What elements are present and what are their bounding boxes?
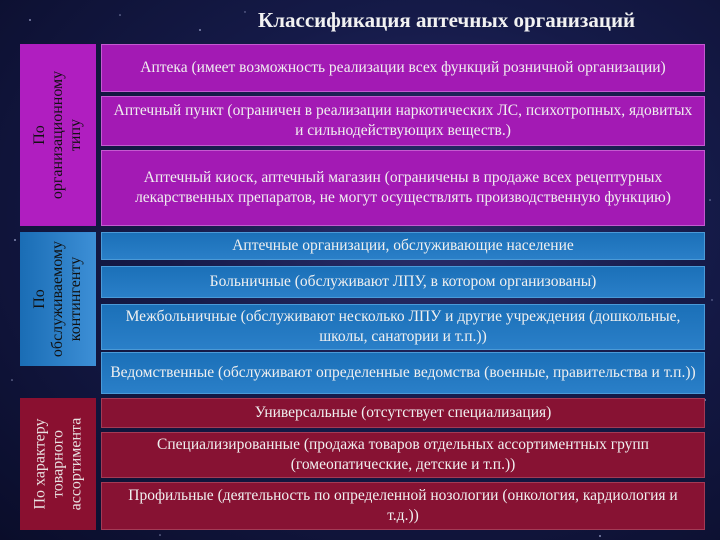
page-title: Классификация аптечных организаций <box>258 8 636 32</box>
group-label-assortment <box>20 398 96 530</box>
category-box: Аптечные организации, обслуживающие население <box>101 232 705 260</box>
category-box: Больничные (обслуживают ЛПУ, в котором организованы) <box>101 266 705 298</box>
group-label-organizational-type <box>20 44 96 226</box>
category-box: Универсальные (отсутствует специализация) <box>101 398 705 428</box>
group-label-text: По организационному типу <box>31 70 84 200</box>
category-box: Специализированные (продажа товаров отдельных ассортиментных групп (гомеопатические, детские и т.п.)) <box>101 432 705 478</box>
group-label-text: По обслуживаемому контингенту <box>31 240 84 358</box>
group-label-served-contingent <box>20 232 96 366</box>
category-box: Аптечный пункт (ограничен в реализации наркотических ЛС, психотропных, ядовитых и сильнодействующих веществ.) <box>101 96 705 146</box>
group-label-text: По характеру товарного ассортимента <box>31 417 85 511</box>
category-box: Ведомственные (обслуживают определенные ведомства (военные, правительства и т.п.)) <box>101 352 705 394</box>
category-box: Профильные (деятельность по определенной нозологии (онкология, кардиология и т.д.)) <box>101 482 705 530</box>
category-box: Аптека (имеет возможность реализации всех функций розничной организации) <box>101 44 705 92</box>
category-box: Межбольничные (обслуживают несколько ЛПУ и другие учреждения (дошкольные, школы, санатории и т.п.)) <box>101 304 705 350</box>
category-box: Аптечный киоск, аптечный магазин (ограничены в продаже всех рецептурных лекарственных препаратов, не могут осуществлять производственную функцию) <box>101 150 705 226</box>
